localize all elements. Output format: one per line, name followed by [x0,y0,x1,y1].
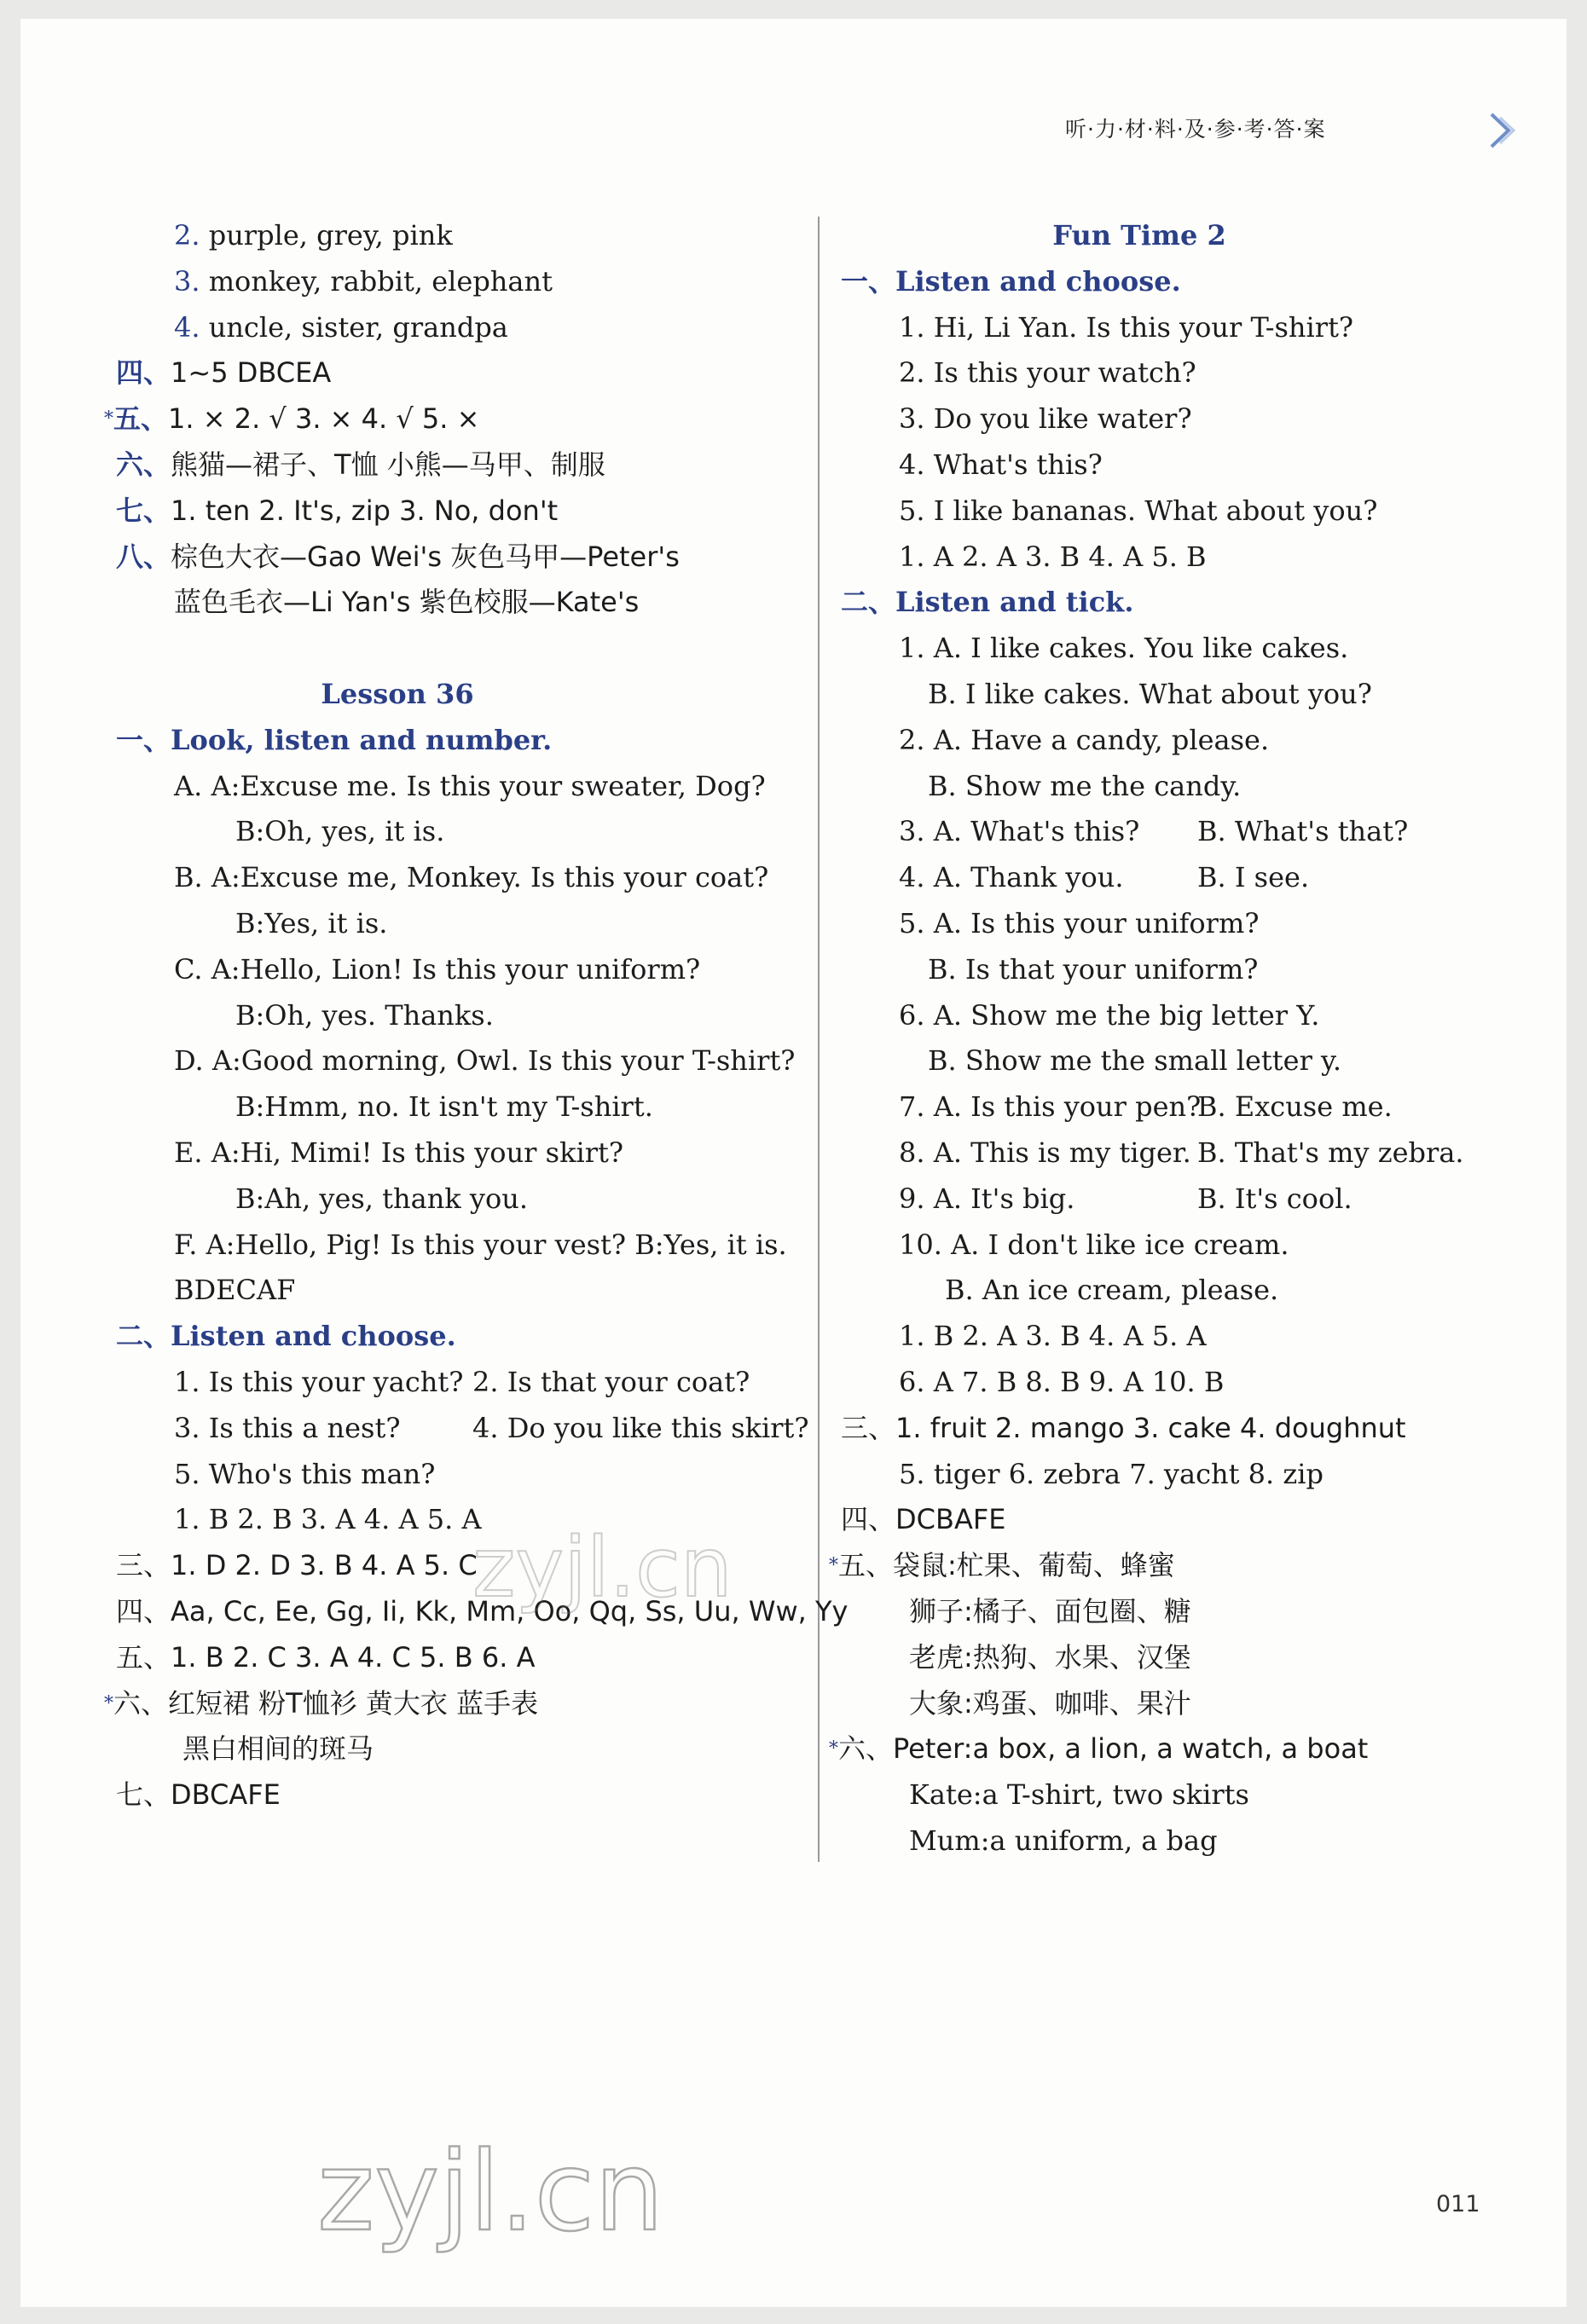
fun-answer-2a [841,1314,1540,1360]
spacer [116,626,798,672]
answer-text: 狮子:橘子、面包圈、糖 [909,1594,1191,1627]
chevron-right-icon [1481,109,1524,152]
answer-text: 四、DCBAFE [841,1503,1006,1536]
option-text: 6. A. Show me the big letter Y. [899,998,1320,1032]
option-text: 10. A. I don't like ice cream. [899,1228,1289,1261]
tick-row-8 [841,993,1540,1039]
lesson36-sec1 [116,718,798,764]
option-text: 3. A. What's this? [899,815,1140,848]
section-heading: Listen and tick. [895,586,1134,619]
answer-text: Kate:a T-shirt, two skirts [909,1778,1249,1812]
fun-sec6b [841,1772,1540,1818]
tick-row-9 [841,1038,1540,1084]
option-text: B. What's that? [1197,815,1409,848]
option-text: 5. A. Is this your uniform? [899,906,1260,939]
answer-page [20,19,1567,2307]
section-title: Fun Time 2 [1052,219,1226,251]
tick-row-14 [841,1268,1540,1314]
option-text: B. I see. [1197,861,1310,894]
dialogue-a-3 [116,1038,798,1084]
page-header [1065,113,1466,155]
fun-sec4 [841,1497,1540,1543]
answer-text: 七、DBCAFE [116,1778,281,1812]
answer-line-l5 [104,396,798,442]
fun-sec6a [829,1726,1540,1772]
watermark-middle-text: zyjl.cn [472,1520,733,1616]
q-row-1 [116,1360,798,1406]
fun-sec6c [841,1818,1540,1864]
lesson36-sec6 [104,1681,798,1727]
dialogue-b-3 [116,1084,798,1130]
q-row-2 [116,1406,809,1452]
option-text: 8. A. This is my tiger. [899,1136,1191,1169]
option-text: B. Is that your uniform? [928,952,1259,986]
fun-sec3a [841,1406,1540,1452]
answer-text: 5. tiger 6. zebra 7. yacht 8. zip [899,1457,1323,1490]
fun-sec3b [841,1452,1540,1498]
answer-line-l1 [116,213,798,259]
dialogue-a-2 [116,947,798,993]
answer-text: monkey, rabbit, elephant [208,264,553,298]
tick-row-13 [841,1223,1540,1269]
answer-line-l8 [116,535,798,581]
fun-sec5d [841,1681,1540,1727]
dialogue-b-0 [116,809,798,855]
option-text: B. It's cool. [1197,1182,1352,1215]
answer-line-l6 [116,442,798,489]
question-text: 4. Do you like this skirt? [472,1411,809,1444]
fun-sec5c [841,1635,1540,1681]
option-text: 4. A. Thank you. [899,861,1124,894]
answer-text: 1. ten 2. It's, zip 3. No, don't [171,494,559,527]
q-row-3 [116,1452,798,1498]
answer-text: BDECAF [174,1274,296,1307]
question-text: 3. Is this a nest? [174,1411,401,1444]
answer-text: 老虎:热狗、水果、汉堡 [909,1640,1191,1674]
dialogue-b-1 [116,901,798,947]
option-text: 1. A. I like cakes. You like cakes. [899,632,1349,665]
section-label: 四、 [116,356,171,390]
answer-text: Mum:a uniform, a bag [909,1824,1218,1857]
fun-question-3 [841,442,1540,489]
tick-row-0 [841,626,1540,672]
fun-question-2 [841,396,1540,442]
dialogue-line: B:Ah, yes, thank you. [235,1182,528,1215]
item-number: 2. [174,219,200,251]
dialogue-line: C. A:Hello, Lion! Is this your uniform? [174,952,701,986]
answer-text: 五、袋鼠:杧果、葡萄、蜂蜜 [838,1549,1175,1582]
answer-text: 五、1. B 2. C 3. A 4. C 5. B 6. A [116,1640,536,1674]
section-heading: Listen and choose. [171,1320,456,1353]
answer-text: 黑白相间的斑马 [182,1732,374,1766]
dialogue-line: B:Oh, yes, it is. [235,815,445,848]
question-text: 1. Hi, Li Yan. Is this your T-shirt? [899,310,1354,344]
dialogue-line: F. A:Hello, Pig! Is this your vest? B:Yes, it is. [174,1228,787,1261]
fun-sec5a [829,1543,1540,1589]
answer-text: 1. B 2. B 3. A 4. A 5. A [174,1503,482,1536]
item-number: 3. [174,264,200,298]
answer-text: purple, grey, pink [208,219,453,251]
dialogue-b-4 [116,1176,798,1223]
answer-text: 蓝色毛衣—Li Yan's 紫色校服—Kate's [174,586,640,619]
star-mark-icon: * [829,1738,838,1760]
option-text: B. An ice cream, please. [945,1274,1279,1307]
fun-sec5b [841,1589,1540,1635]
fun-question-4 [841,489,1540,535]
watermark-middle [464,1502,733,1630]
section-label: 八、 [116,540,171,573]
answer-line-l3 [116,305,798,351]
section-label: 七、 [116,494,171,527]
answer-line-l2 [116,259,798,305]
fun-question-1 [841,350,1540,396]
tick-row-11 [841,1130,1540,1176]
answer-text: 1. A 2. A 3. B 4. A 5. B [899,540,1207,573]
section-label: 五、 [113,402,169,436]
star-mark-icon: * [829,1555,838,1577]
dialogue-line: B:Yes, it is. [235,906,388,939]
fun-sec1 [841,259,1540,305]
dialogue-f [116,1223,798,1269]
option-text: B. Show me the small letter y. [928,1044,1342,1078]
tick-row-1 [841,672,1540,718]
answer-text: 棕色大衣—Gao Wei's 灰色马甲—Peter's [171,540,680,573]
fun-question-0 [841,305,1540,351]
lesson36-sec2 [116,1314,798,1360]
tick-row-4 [841,809,1540,855]
lesson-36-title [116,672,679,718]
option-text: B. Show me the candy. [928,769,1242,802]
tick-row-2 [841,718,1540,764]
answer-text: 1. B 2. A 3. B 4. A 5. A [899,1320,1207,1353]
answer-text: 三、1. D 2. D 3. B 4. A 5. C [116,1549,478,1582]
answer-text: 大象:鸡蛋、咖啡、果汁 [909,1686,1191,1720]
question-text: 2. Is this your watch? [899,356,1196,390]
fun-time-title [841,213,1438,259]
star-mark-icon: * [104,408,113,431]
answer-text: uncle, sister, grandpa [208,310,508,344]
section-heading: Listen and choose. [895,264,1181,298]
lesson36-sec7 [116,1772,798,1818]
fun-answer-2b [841,1360,1540,1406]
dialogue-b-2 [116,993,798,1039]
lesson36-sec5 [116,1635,798,1681]
tick-row-7 [841,947,1540,993]
dialogue-line: D. A:Good morning, Owl. Is this your T-shirt? [174,1044,796,1078]
option-text: 2. A. Have a candy, please. [899,723,1270,756]
option-text: B. That's my zebra. [1197,1136,1464,1169]
option-text: B. Excuse me. [1197,1090,1393,1124]
answer-line-l4 [116,350,798,396]
question-text: 2. Is that your coat? [472,1365,750,1398]
tick-row-10 [841,1084,1540,1130]
question-text: 5. Who's this man? [174,1457,436,1490]
tick-row-6 [841,901,1540,947]
fun-sec2 [841,580,1540,626]
dialogue-a-1 [116,855,798,901]
section-label: 二、 [841,586,896,619]
dialogue-line: E. A:Hi, Mimi! Is this your skirt? [174,1136,623,1169]
fun-answer-1 [841,535,1540,581]
tick-row-3 [841,764,1540,810]
section-label: 一、 [116,723,171,756]
header-title: 听·力·材·料·及·参·考·答·案 [1065,117,1326,142]
question-text: 1. Is this your yacht? [174,1365,464,1398]
star-mark-icon: * [104,1692,113,1714]
option-text: 9. A. It's big. [899,1182,1075,1215]
section-label: 一、 [841,264,896,298]
section-heading: Look, listen and number. [171,723,553,756]
dialogue-line: A. A:Excuse me. Is this your sweater, Dog? [174,769,766,802]
page-number: 011 [1436,2191,1480,2217]
option-text: B. I like cakes. What about you? [928,677,1372,710]
section-label: 六、 [116,448,171,481]
right-column [829,213,1540,1864]
lesson36-sec6b [116,1726,798,1772]
dialogue-line: B:Hmm, no. It isn't my T-shirt. [235,1090,653,1124]
answer-text: 四、Aa, Cc, Ee, Gg, Ii, Kk, Mm, Oo, Qq, Ss, Uu, Ww, Yy [116,1594,849,1627]
answer-text: 六、Peter:a box, a lion, a watch, a boat [838,1732,1369,1766]
answer-text: 6. A 7. B 8. B 9. A 10. B [899,1365,1225,1398]
section-title: Lesson 36 [321,677,474,710]
question-text: 3. Do you like water? [899,402,1192,436]
item-number: 4. [174,310,200,344]
watermark-bottom-text: zyjl.cn [317,2129,664,2256]
answer-line-l9 [116,580,798,626]
answer-lesson36-1 [116,1268,798,1314]
question-text: 5. I like bananas. What about you? [899,494,1378,527]
dialogue-line: B. A:Excuse me, Monkey. Is this your coat? [174,861,769,894]
dialogue-a-0 [116,764,798,810]
answer-text: 六、红短裙 粉T恤衫 黄大衣 蓝手表 [113,1686,539,1720]
option-text: 7. A. Is this your pen? [899,1090,1202,1124]
dialogue-a-4 [116,1130,798,1176]
answer-text: 熊猫—裙子、T恤 小熊—马甲、制服 [171,448,605,481]
answer-text: 1. × 2. √ 3. × 4. √ 5. × [168,402,480,436]
question-text: 4. What's this? [899,448,1103,481]
tick-row-5 [841,855,1540,901]
answer-text: 三、1. fruit 2. mango 3. cake 4. doughnut [841,1411,1406,1444]
tick-row-12 [841,1176,1540,1223]
answer-line-l7 [116,489,798,535]
section-label: 二、 [116,1320,171,1353]
watermark-bottom [310,2120,754,2265]
answer-text: 1~5 DBCEA [171,356,332,390]
dialogue-line: B:Oh, yes. Thanks. [235,998,494,1032]
